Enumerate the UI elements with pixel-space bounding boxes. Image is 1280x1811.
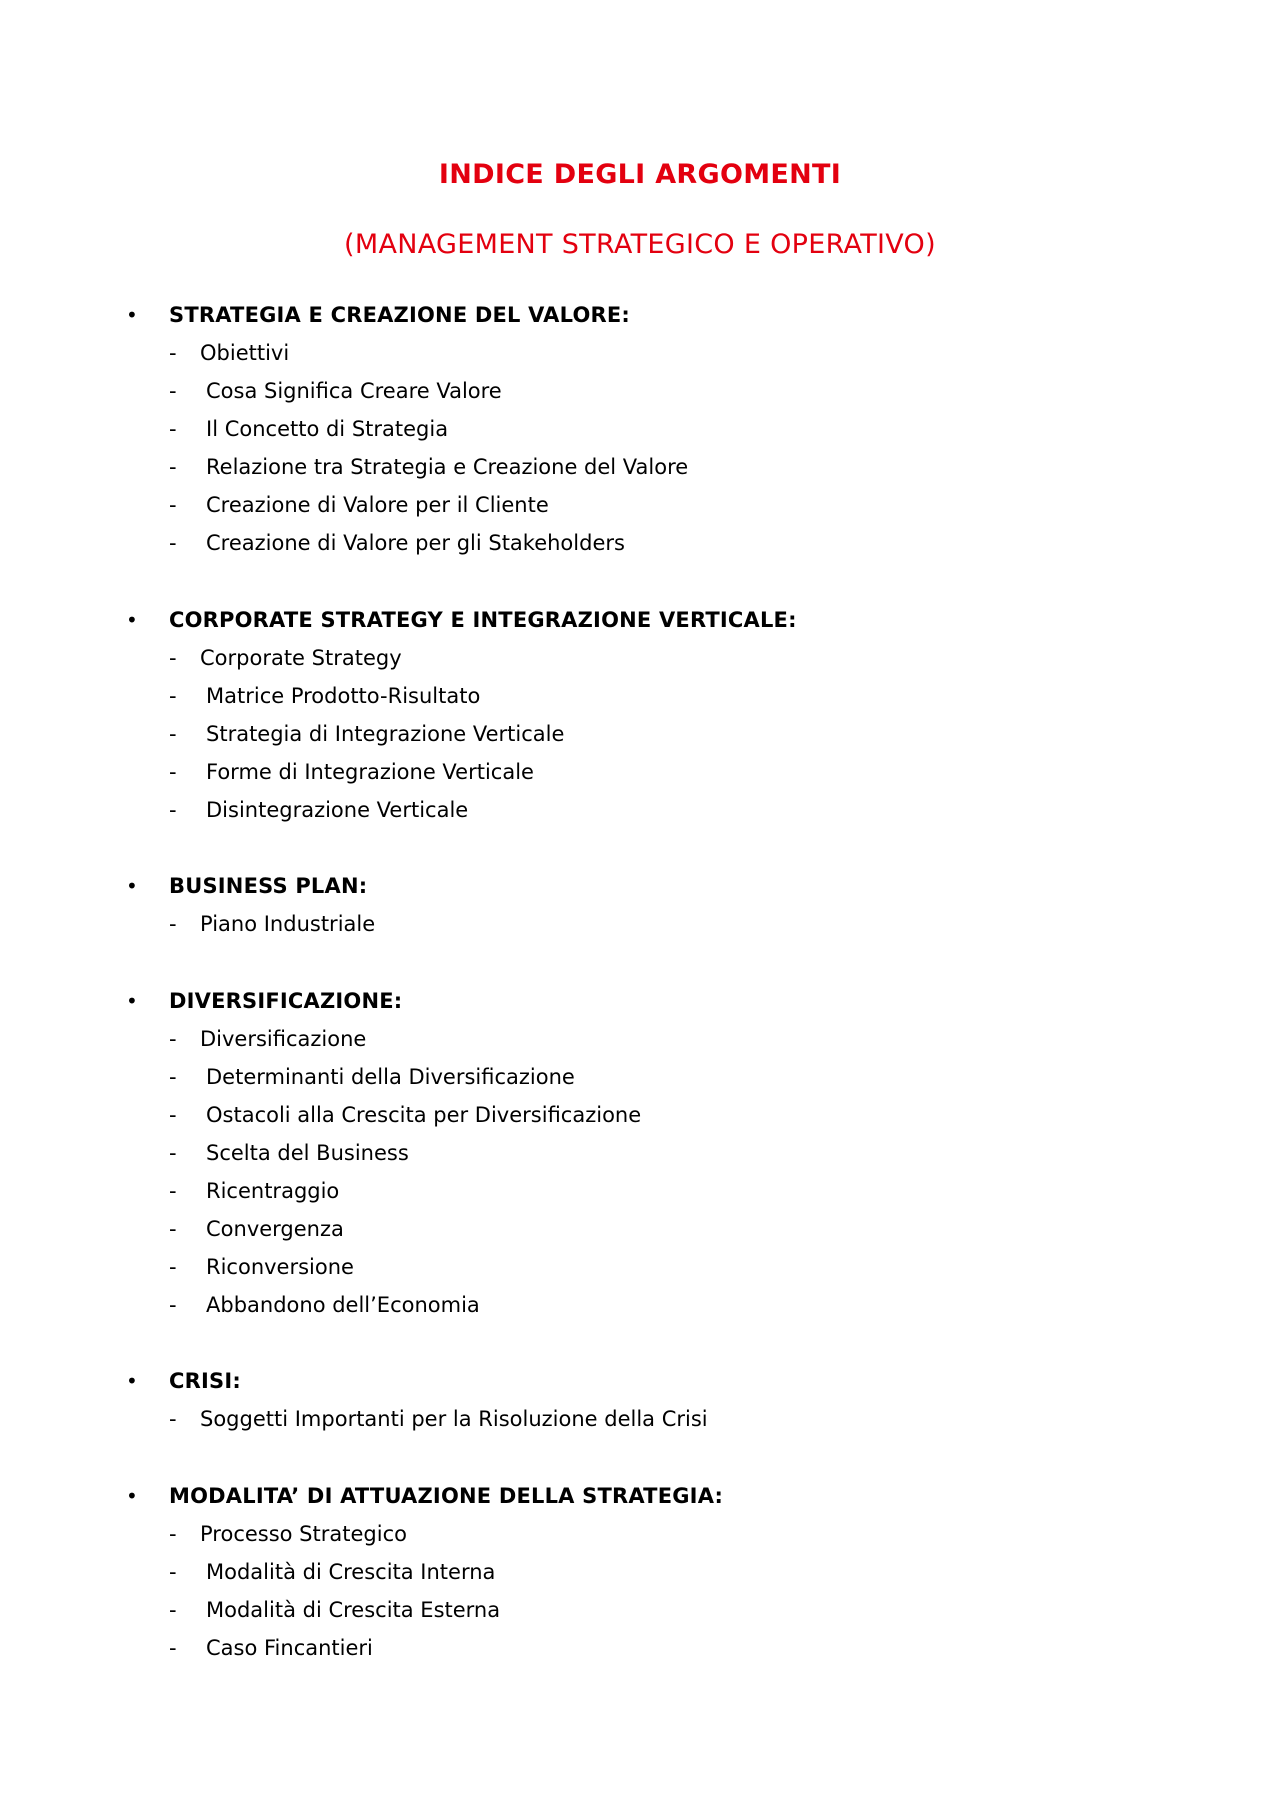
list-item-label: Cosa Significa Creare Valore xyxy=(206,379,502,403)
list-item-label: Processo Strategico xyxy=(200,1521,407,1546)
list-item-label: Relazione tra Strategia e Creazione del Valore xyxy=(206,455,689,479)
list-item-label: Creazione di Valore per gli Stakeholders xyxy=(206,531,625,555)
list-item-label: Obiettivi xyxy=(200,341,290,365)
list-item-label: Determinanti della Diversificazione xyxy=(206,1064,575,1089)
list-item xyxy=(0,448,1280,486)
list-item xyxy=(0,1134,1280,1172)
list-item-label: Soggetti Importanti per la Risoluzione della Crisi xyxy=(200,1407,708,1431)
list-item-label: Disintegrazione Verticale xyxy=(206,797,469,822)
section-heading-row xyxy=(0,601,1280,639)
section-heading-row xyxy=(0,1477,1280,1515)
dash-marker-icon: - xyxy=(169,645,177,670)
dash-marker-icon: - xyxy=(169,912,177,936)
list-item-label: Corporate Strategy xyxy=(200,645,402,670)
list-item xyxy=(0,1058,1280,1096)
section-heading: BUSINESS PLAN: xyxy=(169,874,368,898)
dash-marker-icon: - xyxy=(169,1140,177,1165)
list-item-label: Modalità di Crescita Esterna xyxy=(206,1597,501,1622)
dash-marker-icon: - xyxy=(169,759,177,784)
bullet-icon: • xyxy=(126,607,138,632)
list-item xyxy=(0,791,1280,829)
list-item xyxy=(0,1515,1280,1553)
section-heading-row xyxy=(0,1362,1280,1400)
bullet-icon: • xyxy=(126,1483,138,1508)
index-section xyxy=(0,1477,1280,1667)
list-item xyxy=(0,1553,1280,1591)
bullet-icon: • xyxy=(126,988,138,1013)
dash-marker-icon: - xyxy=(169,531,177,555)
list-item-label: Convergenza xyxy=(206,1216,344,1241)
list-item-label: Forme di Integrazione Verticale xyxy=(206,759,534,784)
list-item-label: Creazione di Valore per il Cliente xyxy=(206,493,549,517)
index-section xyxy=(0,982,1280,1324)
list-item xyxy=(0,334,1280,372)
dash-marker-icon: - xyxy=(169,1254,177,1279)
dash-marker-icon: - xyxy=(169,1178,177,1203)
list-item xyxy=(0,1400,1280,1438)
dash-marker-icon: - xyxy=(169,1597,177,1622)
bullet-icon: • xyxy=(126,1369,138,1393)
list-item-label: Piano Industriale xyxy=(200,912,376,936)
list-item xyxy=(0,1248,1280,1286)
dash-marker-icon: - xyxy=(169,455,177,479)
dash-marker-icon: - xyxy=(169,797,177,822)
list-item xyxy=(0,1210,1280,1248)
section-heading: MODALITA’ DI ATTUAZIONE DELLA STRATEGIA: xyxy=(169,1483,724,1508)
list-item-label: Abbandono dell’Economia xyxy=(206,1292,480,1317)
page-title: INDICE DEGLI ARGOMENTI xyxy=(438,159,842,190)
dash-marker-icon: - xyxy=(169,721,177,746)
list-item xyxy=(0,905,1280,943)
dash-marker-icon: - xyxy=(169,1559,177,1584)
index-section xyxy=(0,1362,1280,1438)
index-section xyxy=(0,296,1280,562)
section-heading: CRISI: xyxy=(169,1369,241,1393)
list-item xyxy=(0,410,1280,448)
list-item-label: Diversificazione xyxy=(200,1026,367,1051)
list-item-label: Riconversione xyxy=(206,1254,354,1279)
list-item-label: Ricentraggio xyxy=(206,1178,340,1203)
topic-index xyxy=(0,296,1280,1705)
list-item-label: Caso Fincantieri xyxy=(206,1635,373,1660)
list-item xyxy=(0,1286,1280,1324)
list-item-label: Scelta del Business xyxy=(206,1140,409,1165)
page-subtitle: (MANAGEMENT STRATEGICO E OPERATIVO) xyxy=(344,229,936,260)
index-section xyxy=(0,867,1280,943)
dash-marker-icon: - xyxy=(169,1407,177,1431)
dash-marker-icon: - xyxy=(169,341,177,365)
dash-marker-icon: - xyxy=(169,1026,177,1051)
list-item-label: Ostacoli alla Crescita per Diversificazione xyxy=(206,1102,642,1127)
section-heading: STRATEGIA E CREAZIONE DEL VALORE: xyxy=(169,303,631,327)
dash-marker-icon: - xyxy=(169,1102,177,1127)
dash-marker-icon: - xyxy=(169,417,177,441)
section-heading-row xyxy=(0,982,1280,1020)
dash-marker-icon: - xyxy=(169,1635,177,1660)
list-item xyxy=(0,715,1280,753)
list-item xyxy=(0,1629,1280,1667)
dash-marker-icon: - xyxy=(169,493,177,517)
list-item xyxy=(0,372,1280,410)
list-item xyxy=(0,639,1280,677)
dash-marker-icon: - xyxy=(169,1216,177,1241)
bullet-icon: • xyxy=(126,874,138,898)
list-item xyxy=(0,486,1280,524)
list-item xyxy=(0,1020,1280,1058)
dash-marker-icon: - xyxy=(169,1521,177,1546)
dash-marker-icon: - xyxy=(169,683,177,708)
list-item-label: Matrice Prodotto-Risultato xyxy=(206,683,481,708)
index-section xyxy=(0,601,1280,829)
section-heading: CORPORATE STRATEGY E INTEGRAZIONE VERTICALE: xyxy=(169,607,797,632)
list-item-label: Strategia di Integrazione Verticale xyxy=(206,721,565,746)
section-heading-row xyxy=(0,867,1280,905)
section-heading: DIVERSIFICAZIONE: xyxy=(169,988,403,1013)
section-heading-row xyxy=(0,296,1280,334)
list-item-label: Modalità di Crescita Interna xyxy=(206,1559,496,1584)
list-item xyxy=(0,1172,1280,1210)
dash-marker-icon: - xyxy=(169,379,177,403)
list-item xyxy=(0,677,1280,715)
list-item-label: Il Concetto di Strategia xyxy=(206,417,449,441)
list-item xyxy=(0,524,1280,562)
bullet-icon: • xyxy=(126,303,138,327)
dash-marker-icon: - xyxy=(169,1064,177,1089)
list-item xyxy=(0,753,1280,791)
list-item xyxy=(0,1591,1280,1629)
dash-marker-icon: - xyxy=(169,1292,177,1317)
list-item xyxy=(0,1096,1280,1134)
